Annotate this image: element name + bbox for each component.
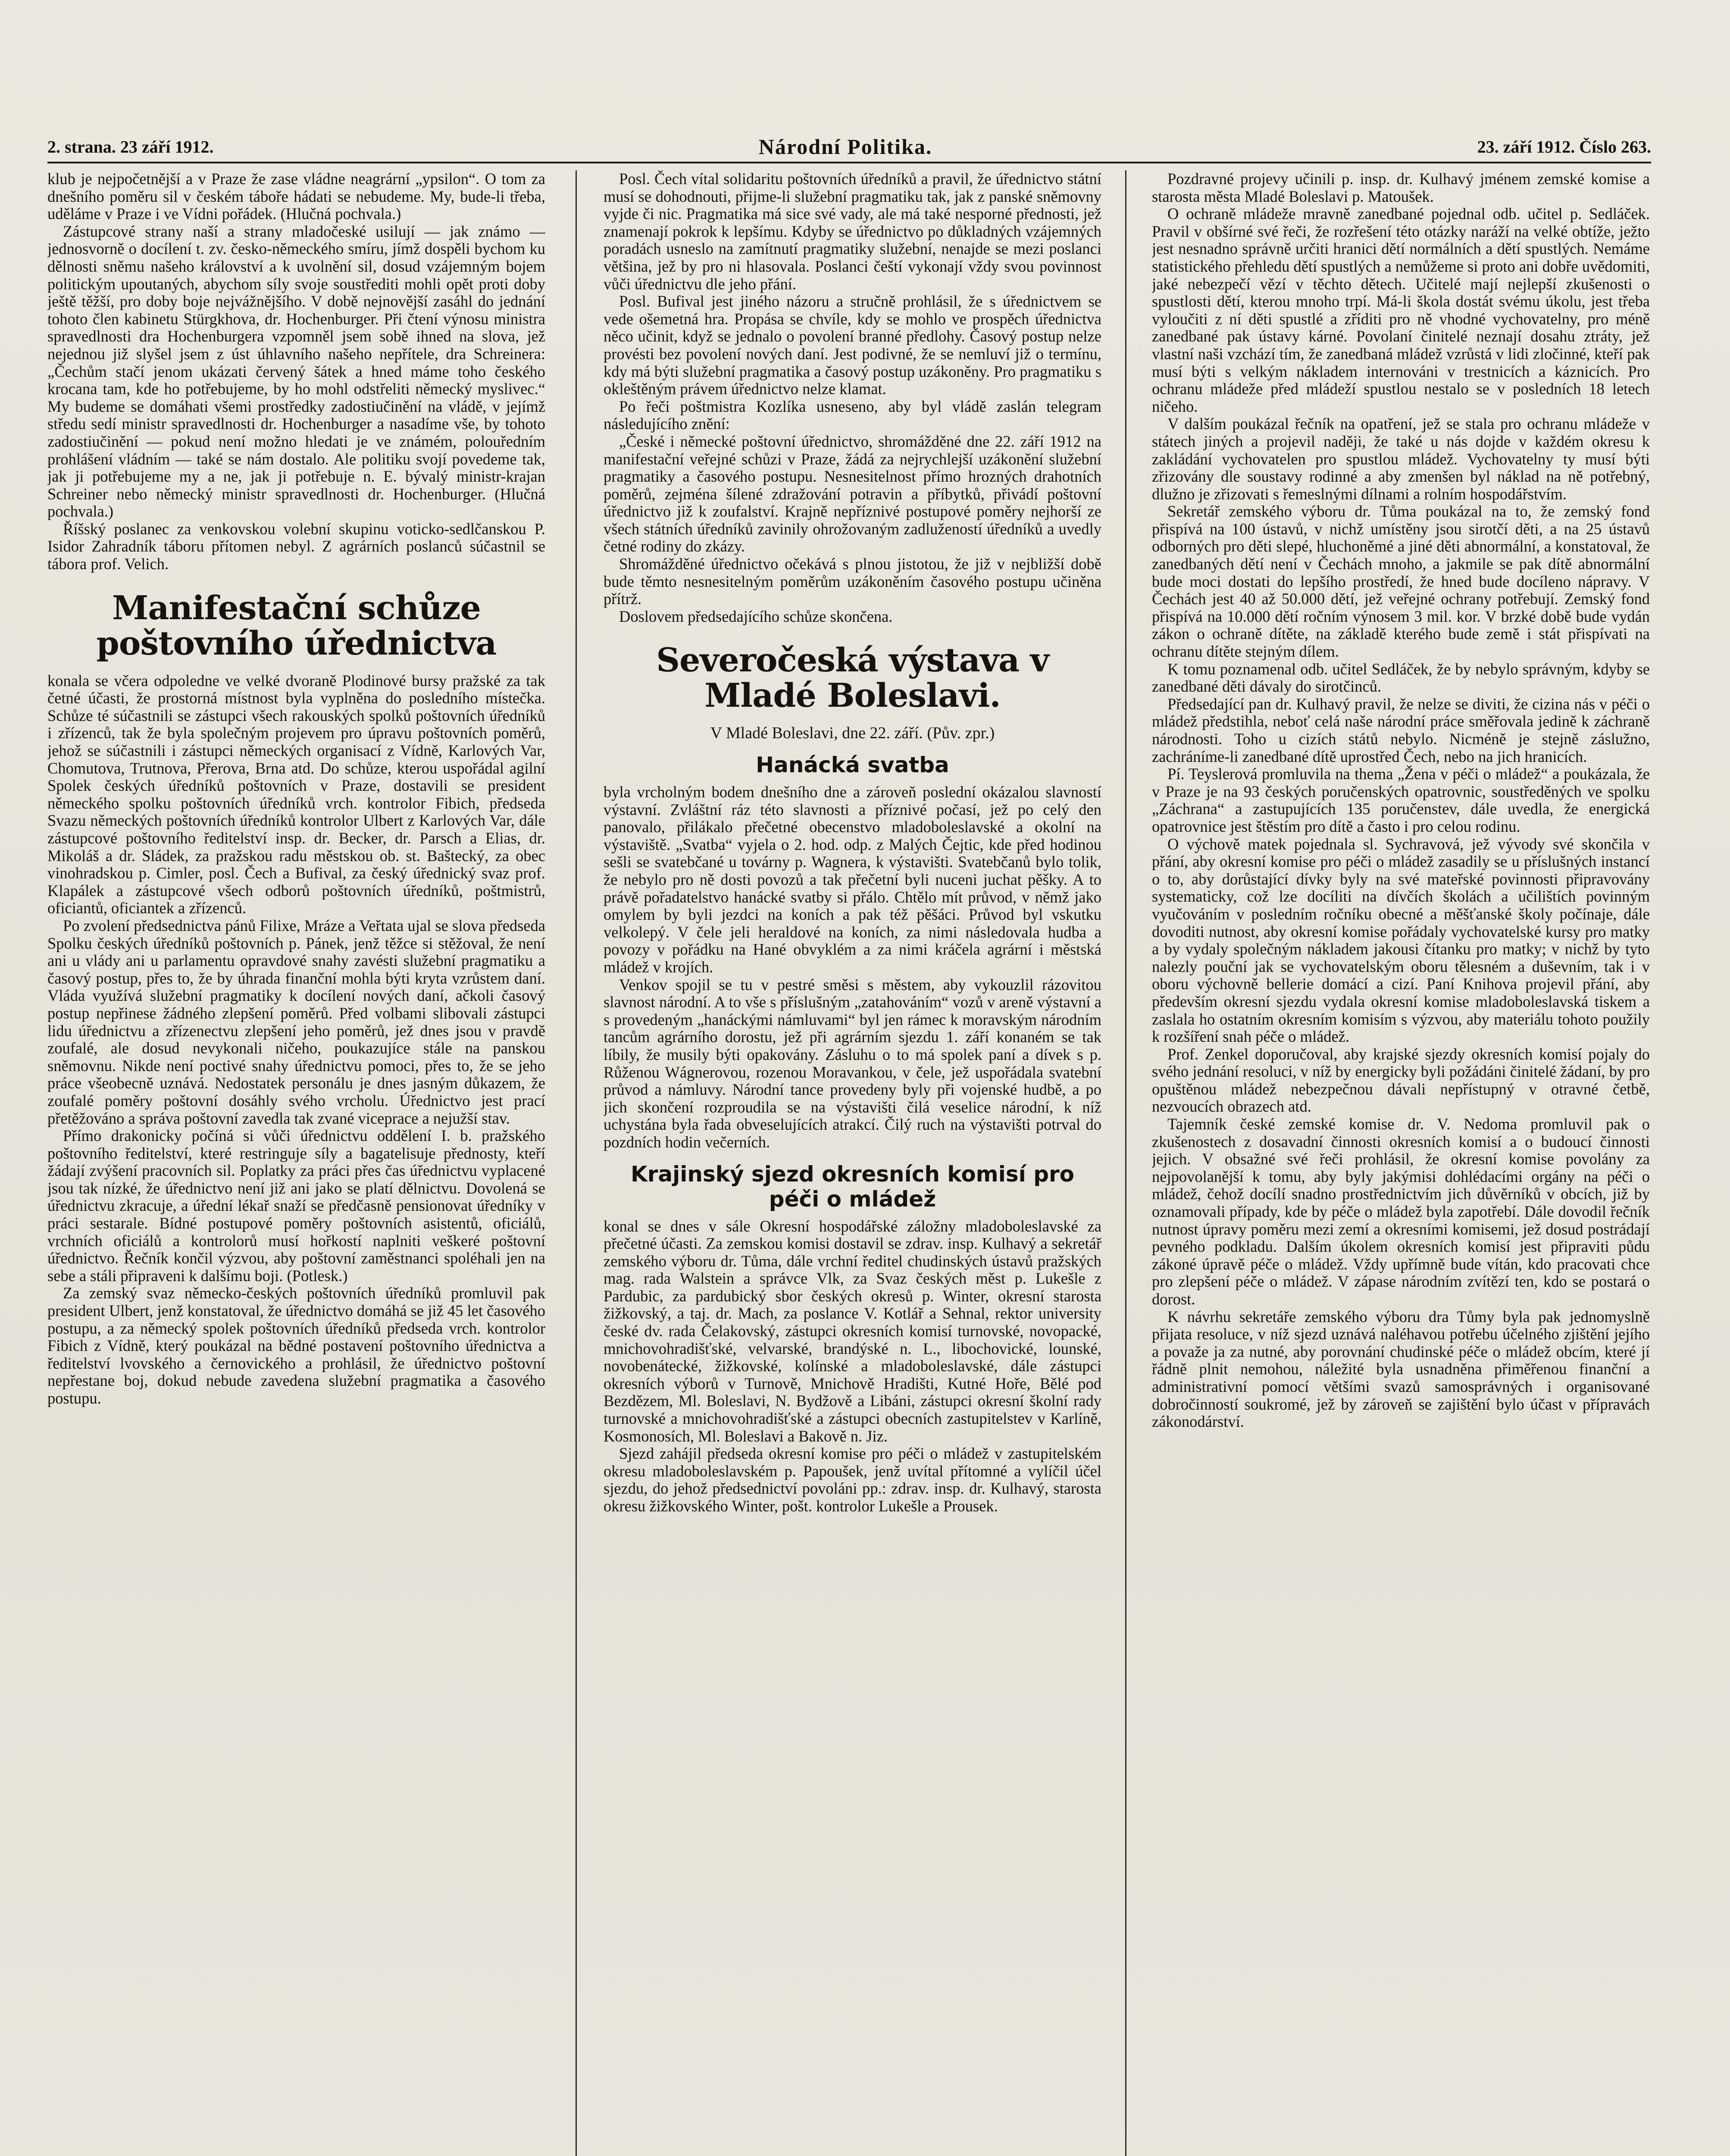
masthead [47, 132, 1651, 163]
paragraph: Přímo drakonicky počíná si vůči úřednictvu oddělení I. b. pražského poštovního ředitelství, které restringuje síly a bagatelisuje přednosty, kteří žádají zvýšení pracovních sil. Poplatky za práci přes čas úřednictvu vyplacené jsou tak nízké, že úřednictvo není již ani jako se platí dělnictvu. Dovolená se úřednictvu zkracuje, a úřední lékař snaží se předčasně pensionovat úředníky v práci sestarale. Bídné postupové poměry poštovních asistentů, oficiálů, vrchních oficiálů a kontrolorů musí hořkostí naplniti veškeré poštovní úřednictvo. Řečník končil výzvou, aby poštovní zaměstnanci spoléhali jen na sebe a stáli připraveni k dalšímu boji. (Potlesk.) [47, 1127, 545, 1285]
paragraph: klub je nejpočetnější a v Praze že zase vládne neagrární „ypsilon“. O tom za dnešního poměru sil v českém táboře hádati se nebudeme. My, bude-li třeba, uděláme v Praze i ve Vídni pořádek. (Hlučná pochvala.) [47, 170, 545, 223]
column-divider [576, 170, 577, 2156]
paragraph: Říšský poslanec za venkovskou volební skupinu voticko-sedlčanskou P. Isidor Zahradník táboru přítomen nebyl. Z agrárních poslanců súčastnil se tábora prof. Velich. [47, 520, 545, 573]
paragraph: Tajemník české zemské komise dr. V. Nedoma promluvil pak o zkušenostech z dosavadní činnosti okresních komisí a o budoucí činnosti jejich. V obsažné své řeči prohlásil, že okresní komise povolány za nejpovolanější k tomu, aby byly jakýmisi dohlédacími orgány na péči o mládež, čehož docílí snadno prostřednictvím jich důvěrníků v obcích, již by oznamovali případy, kde by péče o mládež byla zapotřebí. Dále dovodil řečník nutnost úpravy poměru mezi zemí a okresními komisemi, jež dosud postrádají pevného podkladu. Dalším úkolem okresních komisí jest připraviti půdu zákoné úpravě péče o mládež. Vždy upřímně bude vítán, kdo pracovati chce pro zlepšení péče o mládež. V zápase národním zvítězí ten, kdo se postará o dorost. [1152, 1115, 1650, 1308]
paragraph: konala se včera odpoledne ve velké dvoraně Plodinové bursy pražské za tak četné účasti, že prostorná místnost byla vyplněna do posledního místečka. Schůze té súčastnili se zástupci všech rakouských spolků poštovních úředníků i zřízenců, tak že byla společným projevem pro úpravu poštovních poměrů, jehož se súčastnili i zástupci německých organisací z Vídně, Karlových Var, Chomutova, Trutnova, Přerova, Brna atd. Do schůze, kterou uspořádal agilní Spolek českých úředníků poštovních v Praze, dostavili se president německého spolku poštovních úředníků vrch. kontrolor Fibich, předseda Svazu německých poštovních úředníků kontrolor Ulbert z Karlových Var, dále zástupcové poštovního ředitelství insp. dr. Becker, dr. Parsch a Elias, dr. Mikoláš a dr. Sládek, za pražskou radu městskou ob. st. Baštecký, za obec vinohradskou p. Cimler, posl. Čech a Bufival, za český úřednický svaz prof. Klapálek a zástupcové všech odborů poštovních úředníků, poštmistrů, oficiantů, oficiantek a zřízenců. [47, 671, 545, 917]
paragraph: Zástupcové strany naší a strany mladočeské usilují — jak známo — jednosvorně o docílení t. zv. česko-německého smíru, jímž dospěli bychom ku dělnosti sněmu našeho království a k uvolnění sil, dosud vzájemným bojem politickým upoutaných, abychom síly svoje soustřediti mohli opět proti doby ještě těžší, pro doby boje nejvážnějšího. V době nejnovější zasáhl do jednání tohoto člen kabinetu Stürgkhova, dr. Hochenburger. Při čtení výnosu ministra spravedlnosti dra Hochenburgera vzpomněl jsem sobě ihned na slova, jež nejednou již slyšel jsem z úst úhlavního našeho nepřítele, dra Schreinera: „Čechům stačí jenom ukázati červený šátek a hned máme toho českého krocana tam, kde ho potřebujeme, by ho mohl odstřeliti německý myslivec.“ My budeme se domáhati všemi prostředky zadostiučinění na vládě, v jejímž středu sedí ministr spravedlnosti dr. Hochenburger a nasadíme vše, by tohoto zadostiučinění — pokud není možno hledati je ve známém, polouředním prohlášení vládním — také se nám dostalo. Ale politiku svojí povedeme tak, jak ji potřebujeme my a ne, jak ji potřebuje n. E. bývalý ministr-krajan Schreiner nebo německý ministr spravedlnosti dr. Hochenburger. (Hlučná pochvala.) [47, 222, 545, 520]
column-2 [604, 170, 1101, 2156]
paragraph: Pozdravné projevy učinili p. insp. dr. Kulhavý jménem zemské komise a starosta města Mladé Boleslavi p. Matoušek. [1152, 170, 1650, 205]
paragraph: Za zemský svaz německo-českých poštovních úředníků promluvil pak president Ulbert, jenž konstatoval, že úřednictvo domáhá se již 45 let časového postupu, a za německý spolek poštovních úředníků předseda vrch. kontrolor Fibich z Vídně, který poukázal na bědné postavení poštovního úřednictva a ředitelství lvovského a černovického a prohlásil, že úřednictvo poštovní nepřestane boj, dokud nebude zavedena služební pragmatika a časového postupu. [47, 1284, 545, 1407]
paragraph: K tomu poznamenal odb. učitel Sedláček, že by nebylo správným, kdyby se zanedbané děti dávaly do sirotčinců. [1152, 660, 1650, 696]
paragraph: O ochraně mládeže mravně zanedbané pojednal odb. učitel p. Sedláček. Pravil v obšírné své řeči, že rozřešení této otázky naráží na velké obtíže, ježto jest nesnadno správně určiti hranici dětí normálních a dětí spustlých. Nemáme statistického přehledu dětí spustlých a nemůžeme si proto ani dobře uvědomiti, jaké nebezpečí vězí v těchto dětech. Učitelé mají nejlepší zkušenosti o spustlosti dětí, kterou mnoho trpí. Má-li škola dostát svému úkolu, jest třeba vyloučiti z ní děti spustlé a zříditi pro ně vhodné vychovatelny, pro méně zanedbané pak ústavy kárné. Povolaní činitelé neznají dosahu ztráty, jež vlastní naši vzchází tím, že zanedbaná mládež vzrůstá v lidi zločinné, kteří pak musí býti s velkým nákladem internováni v trestnicích a káznicích. Pro ochranu mládeže před mládeží spustlou nestalo se v posledních 18 letech ničeho. [1152, 205, 1650, 415]
paragraph: Po zvolení předsednictva pánů Filixe, Mráze a Veřtata ujal se slova předseda Spolku českých úředníků poštovních p. Pánek, jenž těžce si stěžoval, že není ani u vlády ani u parlamentu opravdové snahy zavésti služební pragmatiku a časový postup, přes to, že by úhrada finanční mohla býti kryta vzrůstem daní. Vláda využívá služební pragmatiky k docílení nových daní, ačkoli časový postup nepřinese žádného zlepšení poměrů. Před volbami slibovali zástupci lidu úřednictvu a zřízenectvu zlepšení jeho poměrů, jež dnes jsou v pravdě zoufalé, ale dosud nevykonali ničeho, poukazujíce stále na panskou sněmovnu. Nikde není poctivé snahy úřednictvu pomoci, přes to, že se jeho práce všeobecně uznává. Nedostatek personálu je dnes jasným důkazem, že zoufalé poměry poštovní dosáhly svého vrcholu. Úřednictvo jest prací přetěžováno a správa poštovní zavedla tak zvané viceprace a nejužší stav. [47, 916, 545, 1127]
article-heading: Severočeská výstava v Mladé Boleslavi. [656, 641, 1049, 715]
newspaper-title: Národní Politika. [758, 135, 932, 159]
article-heading: Manifestační schůze poštovního úřednictva [96, 588, 497, 662]
paragraph: Sjezd zahájil předseda okresní komise pro péči o mládež v zastupitelském okresu mladoboleslavském p. Papoušek, jenž uvítal přítomné a vylíčil účel sjezdu, do jehož předsednictví povoláni pp.: zdrav. insp. dr. Kulhavý, starosta okresu žižkovského Winter, pošt. kontrolor Lukešle a Prousek. [604, 1445, 1101, 1515]
paragraph: Po řeči poštmistra Kozlíka usneseno, aby byl vládě zaslán telegram následujícího znění: [604, 397, 1101, 433]
paragraph: Pí. Teyslerová promluvila na thema „Žena v péči o mládež“ a poukázala, že v Praze je na 93 českých poručenských opatrovnic, soustředěných ve spolku „Záchrana“ a zastupujících 135 poručenstev, dále uvedla, že energická opatrovnice jest štěstím pro dítě a často i pro celou rodinu. [1152, 765, 1650, 835]
paragraph: Shromážděné úřednictvo očekává s plnou jistotou, že již v nejbližší době bude těmto nesnesitelným poměrům uzákoněním časového postupu učiněna přítrž. [604, 555, 1101, 608]
column-3 [1152, 170, 1650, 2156]
paragraph: Prof. Zenkel doporučoval, aby krajské sjezdy okresních komisí pojaly do svého jednání resoluci, v níž by energicky byli požádáni činitelé žádaní, by pro opuštěnou mládež nebezpečnou dávali nepřístupný v otravné četbě, nezvoucích obrazech atd. [1152, 1045, 1650, 1116]
section-subheading: Krajinský sjezd okresních komisí pro péči o mládež [630, 1161, 1075, 1212]
paragraph: byla vrcholným bodem dnešního dne a zároveň poslední okázalou slavností výstavní. Zvláštní ráz této slavnosti a příznivé počasí, jež po celý den panovalo, přilákalo přečetné obecenstvo mladoboleslavské a okolní na výstaviště. „Svatba“ vyjela o 2. hod. odp. z Malých Čejtic, kde před hodinou sešli se svatebčané u továrny p. Wagnera, k výstavišti. Svatebčanů bylo tolik, že nebylo pro ně dosti povozů a tak přečetní byli nuceni juchat pěšky. A to právě pořadatelstvo hanácké svatby si přálo. Chtělo mít průvod, v němž jako omylem by byli jezdci na koních a pak též pěšáci. Průvod byl vskutku velkolepý. V čele jeli heraldové na koních, za nimi následovala hudba a povozy v pořádku na Hané obvyklém a za nimi kráčela agrární i městská mládež v krojích. [604, 783, 1101, 976]
masthead-page-date: 2. strana. 23 září 1912. [47, 137, 214, 157]
masthead-issue: 23. září 1912. Číslo 263. [1477, 137, 1651, 157]
paragraph: Doslovem předsedajícího schůze skončena. [619, 607, 893, 625]
paragraph: Venkov spojil se tu v pestré směsi s městem, aby vykouzlil rázovitou slavnost národní. A to vše s příslušným „zatahováním“ vozů v areně výstavní a s provedeným „hanáckými námluvami“ byl jen rámec k moravským národním tancům agrárního dorostu, jež při agrárním sjezdu 1. září konaném se tak líbily, že musily býti opakovány. Zásluhu o to má spolek paní a dívek s p. Růženou Wágnerovou, rozenou Moravankou, v čele, jež uspořádala svatební průvod a námluvy. Národní tance provedeny byly při vojenské hudbě, a po jich skončení rozproudila se na výstavišti čilá veselice národní, k níž uchystána byla řada obveselujících atrakcí. Čilý ruch na výstavišti potrval do pozdních hodin večerních. [604, 975, 1101, 1151]
paragraph: O výchově matek pojednala sl. Sychravová, jež vývody své skončila v přání, aby okresní komise pro péči o mládež zasadily se u příslušných instancí o to, aby dorůstající dívky byly na své mateřské povinnosti připravovány systematicky, což lze docíliti na dívčích školách a učilištích povinným vyučováním v posledním ročníku obecné a měšťanské školy počínaje, dále dovoditi nutnost, aby okresní komise pořádaly vychovatelské kursy pro matky a by vydaly společným nákladem jakousi čítanku pro matky; v nichž by tyto nalezly pouční jak se vychovatelským oboru tělesném a duševním, tak i v oboru výchovně bellerie domácí a cizí. Paní Knihova projevil přání, aby především okresní sjezdu vydala okresní komise mladoboleslavská tiskem a zaslala ho ostatním okresním komisím s výzvou, aby materiálu tohoto použily k rozšíření snah péče o mládež. [1152, 835, 1650, 1046]
paragraph: Předsedající pan dr. Kulhavý pravil, že nelze se diviti, že cizina nás v péči o mládež předstihla, neboť celá naše národní práce směřovala jedině k záchraně národnosti. Toho u cizích států nebylo. Nicméně je stejně záslužno, zachráníme-li zanedbané dítě uprostřed Čech, nebo na jich hranicích. [1152, 695, 1650, 765]
paragraph: Posl. Čech vítal solidaritu poštovních úředníků a pravil, že úřednictvo státní musí se dohodnouti, přijme-li služební pragmatiku tak, jak z panské sněmovny vyjde či nic. Pragmatika má sice své vady, ale má také nesporné přednosti, jež znamenají pokrok k lepšímu. Kdyby se úřednictvo po důkladných vzájemných poradách usneslo na zamítnutí pragmatiky služební, nenajde se mezi poslanci většina, jež by pro ni hlasovala. Poslanci čeští vykonají vždy svou povinnost vůči úřednictvu dle jeho přání. [604, 170, 1101, 293]
paragraph: „České i německé poštovní úřednictvo, shromážděné dne 22. září 1912 na manifestační veřejné schůzi v Praze, žádá za nejrychlejší uzákonění služební pragmatiky a časového postupu. Nesnesitelnost přímo hrozných drahotních poměrů, zejména šílené zdražování potravin a příbytků, přivádí poštovní úřednictvo již k zoufalství. Krajně nepříznivé postupové poměry nejhorší ze všech státních úředníků zavinily ohrožovaným zadlužeností úředníků a uvedly četné rodiny do zkázy. [604, 432, 1101, 555]
paragraph: K návrhu sekretáře zemského výboru dra Tůmy byla pak jednomyslně přijata resoluce, v níž sjezd uznává naléhavou potřebu účelného zjištění jejího a považe ja za nutné, aby porovnání chudinské péče o mládež obcím, které jí řádně plnit nemohou, náležité byla usnadněna přiměřenou finanční a administrativní pomocí většími svazů samosprávných i organisované dobročinností soukromé, jež by zároveň se zajištění bylo účast v přípravách zákonodárství. [1152, 1307, 1650, 1431]
paragraph: Posl. Bufival jest jiného názoru a stručně prohlásil, že s úřednictvem se vede ošemetná hra. Propása se chvíle, kdy se mohlo ve prospěch úřednictva něco učinit, když se jednalo o povolení branné předlohy. Časový postup nelze provésti bez povolení nových daní. Jest podivné, že se nemluví již o termínu, kdy má býti služební pragmatika a časový postup uzákoněny. Pro pragmatiku s okleštěným právem úřednictvo nelze klamat. [604, 292, 1101, 398]
paragraph: V dalším poukázal řečník na opatření, jež se stala pro ochranu mládeže v státech jiných a projevil naději, že také u nás dojde v každém okresu k zakládání vychovatelen pro spustlou mládež. Vychovatelny ty musí býti zřizovány dle soustavy rodinné a aby zmenšen byl náklad na ně potřebný, dlužno je zřizovati s řemeslnými dílnami a rolním hospodářstvím. [1152, 415, 1650, 503]
section-subheading: Hanácká svatba [756, 752, 949, 778]
dateline: V Mladé Boleslavi, dne 22. září. (Pův. zpr.) [710, 724, 995, 743]
column-divider [1125, 170, 1126, 2156]
column-1 [47, 170, 545, 2156]
paragraph: konal se dnes v sále Okresní hospodářské záložny mladoboleslavské za přečetné účasti. Za zemskou komisi dostavil se zdrav. insp. Kulhavý a sekretář zemského výboru dr. Tůma, dále vrchní ředitel chudinských ústavů pražských mag. rada Walstein a správce Vlk, za Svaz českých měst p. Lukešle z Pardubic, za pardubický sbor českých okresů p. Winter, okresní starosta žižkovský, a taj. dr. Mach, za poslance V. Kotlář a Sehnal, rektor university české dv. rada Čelakovský, zástupci okresních komisí turnovské, novopacké, mnichovohradišťské, velvarské, brandýské n. L., libochovické, lounské, novobenátecké, žižkovské, kolínské a mladoboleslavské, dále zástupci okresních výborů v Turnově, Mnichově Hradišti, Kutné Hoře, Bělé pod Bezdězem, Ml. Boleslavi, N. Bydžově a Libáni, zástupci okresní školní rady turnovské a mnichovohradišťské a zástupci obecních zastupitelstev v Karlíně, Kosmonosích, Ml. Boleslavi a Bakově n. Jiz. [604, 1217, 1101, 1445]
paragraph: Sekretář zemského výboru dr. Tůma poukázal na to, že zemský fond přispívá na 100 ústavů, v nichž umístěny jsou sirotčí děti, a na 25 ústavů odborných pro děti slepé, hluchoněmé a jiné děti abnormální, a konstatoval, že zanedbaných dětí není v Čechách mnoho, a jakmile se pak dítě abnormální bude moci dostati do lepšího prostředí, že hned bude docíleno nápravy. V Čechách jest 40 až 50.000 dětí, jež veřejné ochrany potřebují. Zemský fond přispívá na 10.000 dětí ročním výnosem 3 mil. kor. V brzké době bude vydán zákon o ochraně dítěte, na základě kterého bude země i stát přispívati na ochranu dítěte stejným dílem. [1152, 502, 1650, 661]
